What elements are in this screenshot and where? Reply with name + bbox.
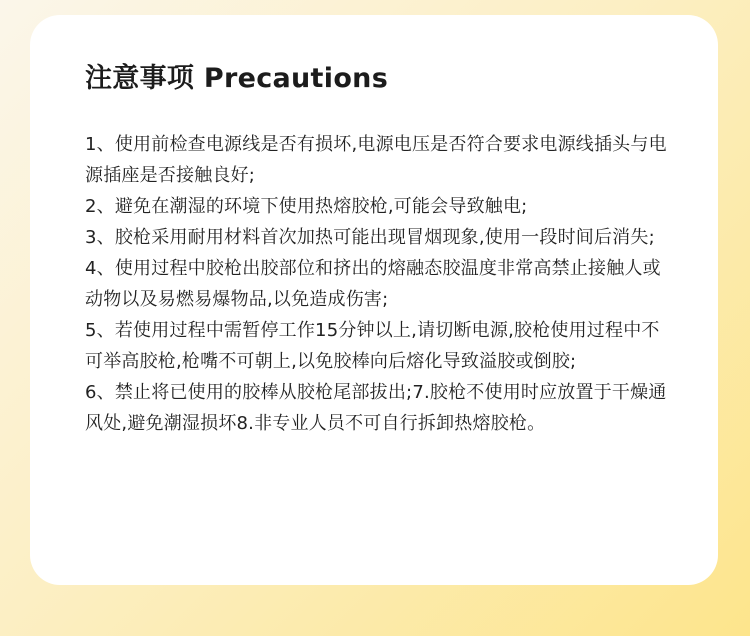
precaution-item-6: 6、禁止将已使用的胶棒从胶枪尾部拔出;7.胶枪不使用时应放置于干燥通风处,避免潮湿损坏8.非专业人员不可自行拆卸热熔胶枪。 — [85, 382, 667, 434]
precautions-list — [85, 129, 675, 439]
precaution-item-5: 5、若使用过程中需暂停工作15分钟以上,请切断电源,胶枪使用过程中不可举高胶枪,枪嘴不可朝上,以免胶棒向后熔化导致溢胶或倒胶; — [85, 320, 660, 372]
precaution-item-1: 1、使用前检查电源线是否有损坏,电源电压是否符合要求电源线插头与电源插座是否接触良好; — [85, 134, 667, 186]
precaution-item-4: 4、使用过程中胶枪出胶部位和挤出的熔融态胶温度非常高禁止接触人或动物以及易燃易爆物品,以免造成伤害; — [85, 258, 661, 310]
page-title: 注意事项 Precautions — [85, 63, 389, 94]
precaution-item-3: 3、胶枪采用耐用材料首次加热可能出现冒烟现象,使用一段时间后消失; — [85, 227, 655, 248]
precautions-card — [30, 15, 718, 585]
precaution-item-2: 2、避免在潮湿的环境下使用热熔胶枪,可能会导致触电; — [85, 196, 528, 217]
